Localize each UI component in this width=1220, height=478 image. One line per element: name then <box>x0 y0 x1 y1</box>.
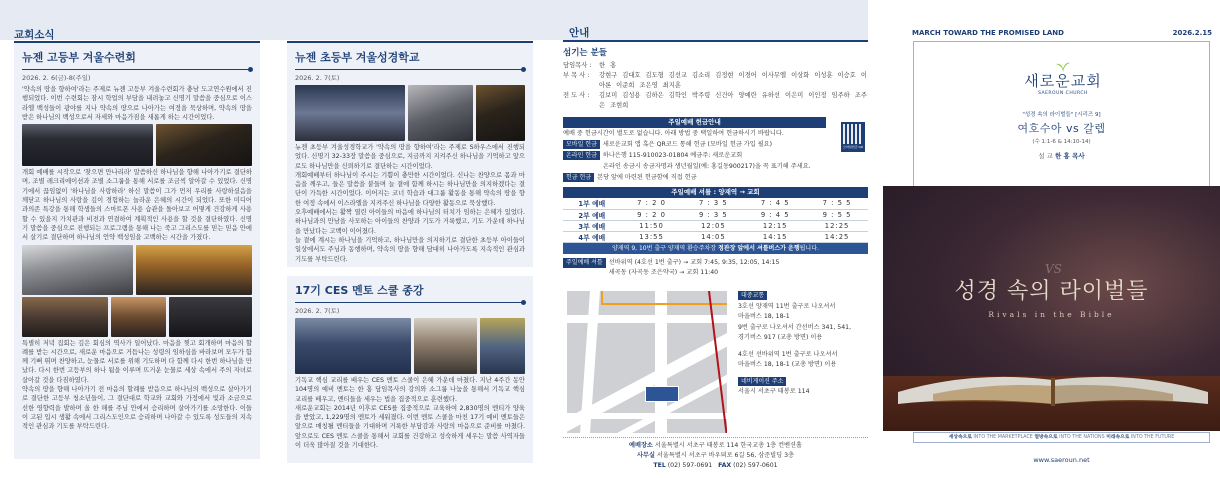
article-paragraph: 뉴젠 초등부 겨울성경학교가 '약속의 땅을 향하여'라는 주제로 S하우스에서 진행되었다. 신명기 32-33장 말씀을 중심으로, 지금까지 지켜주신 하나님을 기억하고 앞으로도 하나님만을 신뢰하기로 결단하는 시간이었다. <box>295 144 525 170</box>
title-rule <box>22 69 252 70</box>
photo-row <box>22 124 252 166</box>
article-paragraph: 새로운교회는 2014년 이후로 CES를 집중적으로 교육하여 2,830명의 멘티가 양육을 받았고, 1,229명의 멘토가 세워졌다. 이번 멘토 스쿨을 마친 17기 예비 멘토들은 앞으로 매칭될 멘티들을 기대하며 거룩한 부담감과 사랑의 마음으로 준비를 마쳤다. 앞으로도 CES 멘토 스쿨을 통해서 교회를 건강하고 성숙하게 세우는 말씀 사역자들이 더욱 많아질 것을 기대한다. <box>295 404 525 450</box>
church-contact: 예배장소 서울특별시 서초구 태봉로 114 한국교총 1층 컨벤션홀 사무실 서울특별시 서초구 바우뫼로 6길 56, 삼준빌딩 3층 TEL (02) 597-0691 FAX (02) 597-0601 <box>563 437 868 471</box>
article-paragraph: 늘 곁에 계시는 하나님을 기억하고, 하나님만을 의지하기로 결단한 초등부 아이들이 일상에서도 주님과 동행하며, 약속의 땅을 향해 담대히 나아가도록 지속적인 관심과 기도를 부탁드린다. <box>295 236 525 263</box>
extra-shuttle <box>563 258 868 278</box>
news-section-label: 교회소식 <box>14 29 55 41</box>
staff-title: 섬기는 분들 <box>563 48 608 58</box>
news-article-ces-mentor-school <box>287 276 533 463</box>
photo-group-worship <box>22 124 153 166</box>
cover-header <box>912 29 1212 37</box>
info-header-band <box>548 0 868 40</box>
bus-header: 주일예배 셔틀 : 양재역 → 교회 <box>563 187 868 198</box>
offering-method-cash <box>563 172 868 183</box>
church-location-marker[interactable] <box>645 386 679 402</box>
tag-navigation-address: 네비게이션 주소 <box>738 377 786 386</box>
tag-sunday-shuttle: 주일예배 셔틀 <box>563 258 606 268</box>
qr-icon <box>843 124 863 144</box>
table-row: 3부 예배 11:50 12:05 12:15 12:25 <box>563 220 868 231</box>
info-section-label: 안내 <box>569 27 590 39</box>
staff-names: 김보미 김성용 김하은 김학인 박주령 신건아 양예란 유하선 이은미 이인정 임주하 조주은 조현희 <box>599 92 867 109</box>
method-text: 본당 앞에 마련된 헌금함에 직접 헌금 <box>597 174 697 181</box>
church-vision-motto: 세상속으로 INTO THE MARKETPLACE 열방속으로 INTO THE NATIONS 미래속으로 INTO THE FUTURE <box>913 432 1210 443</box>
photo-praise <box>22 297 108 337</box>
sermon-info <box>913 110 1210 160</box>
news-article-highschool-retreat <box>14 41 260 459</box>
title-rule <box>295 302 525 303</box>
website-link[interactable]: www.saeroun.net <box>1033 456 1090 464</box>
photo-prayer <box>169 297 252 337</box>
staff-names: 한 홍 <box>599 62 617 69</box>
offering-qr-code[interactable] <box>841 122 865 152</box>
staff-row-evangelists <box>563 91 868 111</box>
tag-public-transit: 대중교통 <box>738 291 767 300</box>
photo-participants <box>414 318 477 374</box>
staff-label: 담임목사 : <box>563 62 592 69</box>
church-name: 새로운교회 <box>1024 72 1102 90</box>
article-title: 17기 CES 멘토 스쿨 종강 <box>295 284 424 297</box>
hero-title: 성경 속의 라이벌들 <box>954 279 1149 304</box>
table-row: 4부 예배 13:55 14:05 14:15 14:25 <box>563 231 868 242</box>
shuttle-timetable <box>563 198 868 243</box>
photo-evening-service <box>156 124 252 166</box>
photo-row <box>295 318 525 374</box>
offering-block <box>563 128 868 183</box>
staff-row-senior-pastor <box>563 61 868 71</box>
hero-subtitle: Rivals in the Bible <box>988 310 1115 319</box>
article-title: 뉴젠 초등부 겨울성경학교 <box>295 51 420 64</box>
method-text: 새로운교회 앱 혹은 QR코드 통해 헌금 (모바일 헌금 가입 필요) <box>602 141 773 148</box>
cover-hero-image <box>883 186 1220 431</box>
article-paragraph: 개회 예배를 시작으로 '찾으면 만나리라' 말씀하신 하나님을 향해 나아가기로 결단하며, 조별 레크리에이션과 조별 소그룹을 통해 서로를 조금씩 알아갈 수 있었다. 신명기에서 끊임없이 '하나님을 사랑하라' 하신 말씀이 그가 먼저 우리를 사랑하셨음을 깨닫고 하나님의 사랑을 깊이 경험하는 놀라운 은혜의 시간이 되었다. 또한 미디어 과의존 특강을 통해 학생들의 스마트폰 사용 습관을 돌아보고 어떻게 건강하게 사용할 수 있을지 가치관과 비전과 연결하여 계획적인 사용을 할 것을 결단하였다. 신명기 말씀을 중심으로 진행되는 프로그램을 통해 나는 죽고 그리스도를 믿는 믿음 안에서 살기로 결단하며 하나님의 언약 백성임을 고백하는 시간을 가졌다. <box>22 169 252 242</box>
church-logo <box>1013 70 1113 96</box>
article-date: 2026. 2. 7(토) <box>295 74 340 82</box>
shuttle-lines: 선바위역 (4호선 1번 출구) → 교회 7:45, 9:35, 12:05, 14:15 세곡동 (자곡동 조은약국) → 교회 11:40 <box>608 258 780 276</box>
sermon-title: 여호수아 vs 갈렙 <box>1017 122 1106 135</box>
open-bible-icon <box>893 352 1213 407</box>
info-panel <box>563 42 868 278</box>
staff-row-associate-pastors <box>563 71 868 91</box>
main-road-line <box>708 291 727 433</box>
location-map[interactable] <box>567 291 727 433</box>
article-paragraph: 약속의 땅을 향해 나아가기 전 마음의 할례를 받음으로 하나님의 백성으로 살아가기로 결단한 고등부 청소년들이, 그 결단대로 학교와 교회와 가정에서 빛과 소금으로 선한 영향력을 발하며 올 한 해를 주님 안에서 승리하며 살아가기를 소망한다. 이들이 고된 입시 생활 속에서 그리스도인으로 승리하며 나아갈 수 있도록 성도들의 지속적인 관심과 기도를 부탁드린다. <box>22 386 252 431</box>
staff-label: 전 도 사 : <box>563 92 590 99</box>
news-article-elementary-bible-school <box>287 41 533 267</box>
staff-label: 부 목 사 : <box>563 72 590 79</box>
church-name-en: SAEROUN CHURCH <box>1038 91 1088 96</box>
photo-mentor-class <box>295 318 411 374</box>
offering-intro: 예배 중 헌금시간이 별도로 없습니다. 아래 방법 중 택일하여 헌금하시기 바랍니다. <box>563 130 784 137</box>
photo-raised-hands <box>111 297 166 337</box>
bank-account: 하나은행 115-910023-01804 예금주: 새로운교회 <box>602 152 743 159</box>
article-date: 2026. 2. 6(금)-8(주일) <box>22 74 91 82</box>
article-date: 2026. 2. 7(토) <box>295 307 340 315</box>
photo-row <box>22 297 252 337</box>
offering-online-note: 온라인 송금시 송금자명과 생년월일(예: 홍길동900217)을 꼭 표기해 주세요. <box>603 163 811 170</box>
cover-date: 2026.2.15 <box>1172 29 1212 37</box>
scripture-reference: (수 1:1-6 & 14:10-14) <box>1032 139 1091 145</box>
cover-motto: MARCH TOWARD THE PROMISED LAND <box>912 29 1064 37</box>
sprout-icon <box>1055 62 1071 72</box>
tag-online-offering: 온라인 헌금 <box>563 151 600 160</box>
offering-header: 주일예배 헌금안내 <box>563 117 826 128</box>
offering-method-mobile <box>563 139 868 150</box>
subway-line-3 <box>601 303 727 305</box>
article-title: 뉴젠 고등부 겨울수련회 <box>22 51 136 64</box>
photo-row <box>295 85 525 141</box>
sermon-series: "성경 속의 라이벌들" [시리즈 9] <box>1022 112 1101 118</box>
article-paragraph: 오후예배에서는 활짝 열린 아이들의 마음에 하나님의 터치가 임하는 은혜가 있었다. 하나님과의 만남을 사모하는 아이들의 찬양과 기도가 거룩했고, 기도 가운데 하나님을 만났다는 고백이 이어졌다. <box>295 209 525 235</box>
navigation-address: 서울시 서초구 태봉로 114 <box>738 388 810 395</box>
preacher: 설 교 한 홍 목사 <box>1038 152 1085 160</box>
offering-method-online <box>563 150 868 161</box>
article-paragraph: '약속의 땅을 향하여'라는 주제로 뉴젠 고등부 겨울수련회가 충남 도고연수원에서 진행되었다. 이번 수련회는 잠시 학업의 부담을 내려놓고 신명기 말씀을 중심으로 이스라엘 백성들이 광야를 지나 약속의 땅으로 나아가는 여정을 묵상하며, 약속의 땅을 받은 하나님의 백성으로서 자세와 마음가짐을 새롭게 하는 시간이었다. <box>22 86 252 121</box>
photo-speaker <box>480 318 525 374</box>
title-rule <box>295 69 525 70</box>
article-paragraph: 기독교 핵심 교리를 배우는 CES 멘토 스쿨이 은혜 가운데 마쳤다. 지난 4주간 동안 104명의 예비 멘토는 한 홍 담임목사의 강의와 소그룹 나눔을 통해서 기독교 핵심 교리를 배우고, 멘티들을 세우는 법을 집중적으로 훈련했다. <box>295 377 525 403</box>
table-row: 2부 예배 9 : 2 0 9 : 3 5 9 : 4 5 9 : 5 5 <box>563 209 868 220</box>
photo-worship-crowd <box>295 85 405 141</box>
tag-cash-offering: 헌금 헌금 <box>563 173 594 182</box>
table-row: 1부 예배 7 : 2 0 7 : 3 5 7 : 4 5 7 : 5 5 <box>563 198 868 209</box>
transit-info: 대중교통 3호선 양재역 11번 출구로 나오셔서 마을버스 18, 18-1 9번 출구로 나오셔서 간선버스 341, 541, 경기버스 917 (교총 방면) 이용 4호선 선바위역 1번 출구로 나오셔서 마을버스 18, 18-1 (교총 방면) 이용 네비게이션 주소 서울시 서초구 태봉로 114 <box>738 291 868 398</box>
photo-small-group <box>22 245 133 295</box>
hero-vs: VS <box>1045 262 1062 276</box>
staff-names: 강현구 김대호 김도형 김선교 김소리 김정현 이경어 이사무엘 이상화 이성훈 이승호 이아론 이준희 조은영 최지훈 <box>599 72 867 89</box>
news-header-band <box>0 0 548 40</box>
photo-row <box>22 245 252 295</box>
article-paragraph: 특별히 저녁 집회는 깊은 회심의 역사가 일어났다. 마음을 찢고 회개하며 마음의 할례를 받는 시간으로, 새로운 마음으로 거듭나는 성령의 임하심을 바라보며 모두가 함께 기뻐 뛰며 찬양하고, 눈물로 서로를 위해 기도하며 다 함께 다시 한번 하나님을 만났다. 다시 한번 고등부의 하나 됨을 이루며 뜨거운 눈물로 세상 속에서 주의 자녀로 살아갈 것을 다짐하였다. <box>22 339 252 384</box>
photo-child-crying <box>476 85 525 141</box>
article-paragraph: 개회예배부터 하나님이 주시는 기쁨이 충만한 시간이었다. 신나는 찬양으로 몸과 마음을 깨우고, 들은 말씀을 붙들며 늘 곁에 함께 하시는 하나님만을 의지하겠다는 결단이 가득한 시간이었다. 이어지는 코너 학습과 대그룹 활동을 통해 약속의 땅을 향한 여정 속에서 이스라엘을 지켜주신 하나님을 다양한 활동으로 묵상했다. <box>295 171 525 207</box>
shuttle-note: 양재역 9, 10번 출구 양재역 환승주차장 정관장 앞에서 셔틀버스가 운행됩니다. <box>563 243 868 254</box>
tag-mobile-offering: 모바일 헌금 <box>563 140 600 149</box>
qr-label: 모바일헌금 QR <box>843 145 863 149</box>
photo-lecture <box>136 245 252 295</box>
photo-prayer-children <box>408 85 473 141</box>
